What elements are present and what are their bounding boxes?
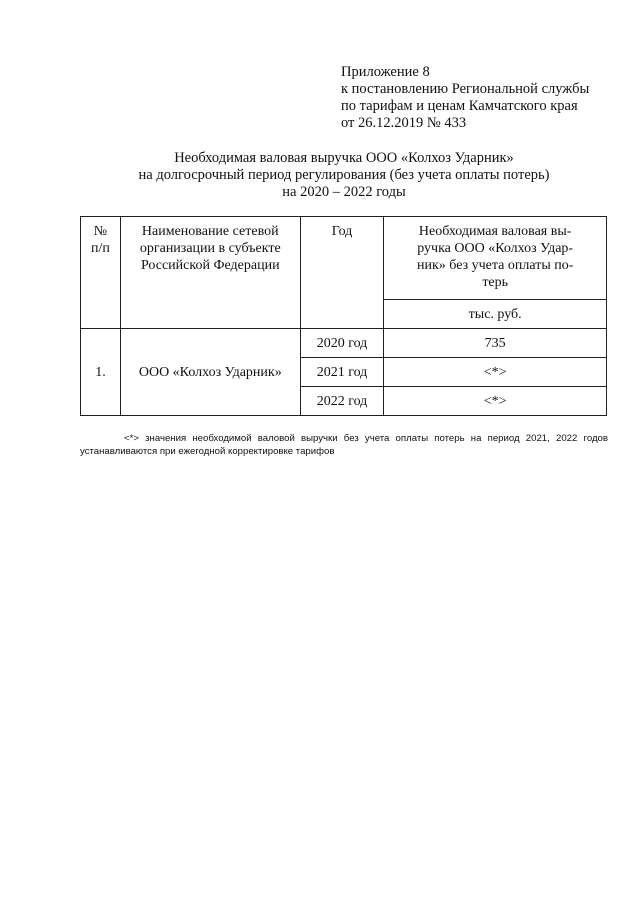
header-organization-line: организации в субъекте bbox=[139, 241, 281, 256]
header-number-line: п/п bbox=[91, 241, 110, 256]
row-value: <*> bbox=[384, 358, 607, 387]
table-header-row bbox=[81, 217, 607, 300]
header-organization-line: Российской Федерации bbox=[140, 258, 280, 273]
header-organization bbox=[120, 217, 300, 329]
row-organization: ООО «Колхоз Ударник» bbox=[120, 329, 300, 416]
row-value: <*> bbox=[384, 387, 607, 416]
title-line-1: Необходимая валовая выручка ООО «Колхоз Ударник» bbox=[174, 150, 514, 166]
annex-line-2: к постановлению Региональной службы bbox=[341, 81, 590, 97]
header-revenue bbox=[384, 217, 607, 300]
row-value: 735 bbox=[384, 329, 607, 358]
annex-line-1: Приложение 8 bbox=[341, 64, 430, 80]
header-revenue-line: Необходимая валовая вы- bbox=[418, 224, 572, 239]
annex-line-4: от 26.12.2019 № 433 bbox=[341, 115, 467, 131]
row-year: 2022 год bbox=[300, 387, 384, 416]
header-number bbox=[81, 217, 121, 329]
table-row bbox=[81, 329, 607, 358]
header-year bbox=[300, 217, 384, 329]
annex-header bbox=[341, 64, 589, 132]
row-year: 2021 год bbox=[300, 358, 384, 387]
title-line-3: на 2020 – 2022 годы bbox=[282, 184, 406, 200]
row-year: 2020 год bbox=[300, 329, 384, 358]
header-organization-line: Наименование сетевой bbox=[141, 224, 279, 239]
header-units: тыс. руб. bbox=[384, 300, 607, 329]
revenue-table bbox=[80, 216, 607, 416]
annex-line-3: по тарифам и ценам Камчатского края bbox=[341, 98, 578, 114]
header-number-line: № bbox=[93, 224, 108, 239]
header-revenue-line: ник» без учета оплаты по- bbox=[416, 258, 574, 273]
title-line-2: на долгосрочный период регулирования (без учета оплаты потерь) bbox=[138, 167, 550, 183]
document-title bbox=[80, 150, 608, 201]
footnote: <*> значения необходимой валовой выручки без учета оплаты потерь на период 2021, 2022 годов устанавливаются при ежегодной корректировке тарифов bbox=[80, 433, 608, 457]
header-year-label: Год bbox=[331, 224, 353, 239]
header-revenue-line: ручка ООО «Колхоз Удар- bbox=[417, 241, 574, 256]
header-revenue-line: терь bbox=[482, 275, 509, 290]
row-number: 1. bbox=[81, 329, 121, 416]
